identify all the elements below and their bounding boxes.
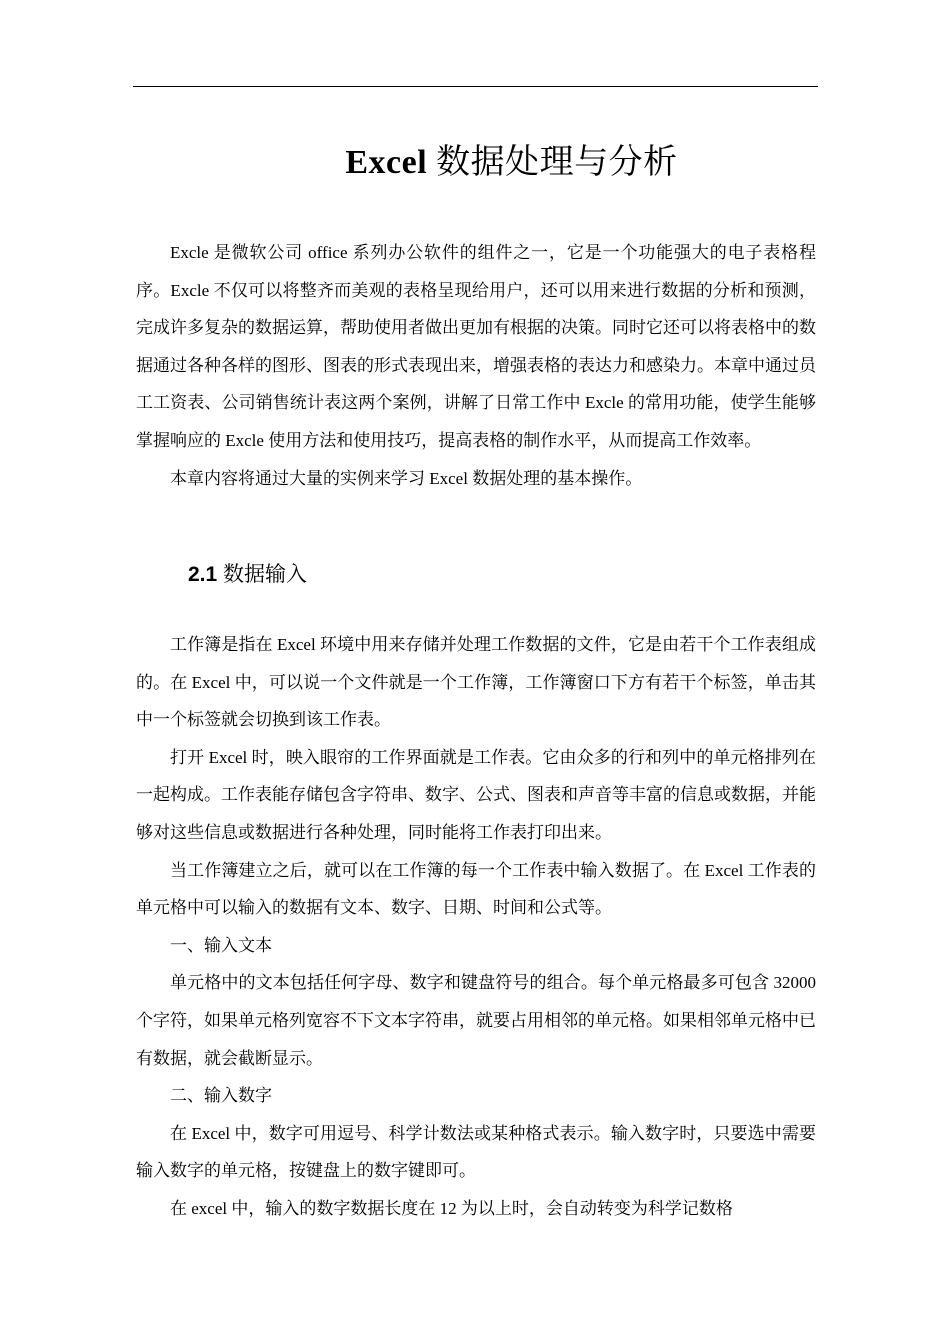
section-paragraph: 工作簿是指在 Excel 环境中用来存储并处理工作数据的文件，它是由若干个工作表组成的。在 Excel 中，可以说一个文件就是一个工作簿，工作簿窗口下方有若干个标签，单击其中一个标签就会切换到该工作表。 xyxy=(136,635,816,730)
section-paragraph: 在 Excel 中，数字可用逗号、科学计数法或某种格式表示。输入数字时，只要选中需要输入数字的单元格，按键盘上的数字键即可。 xyxy=(136,1123,816,1181)
document-title xyxy=(133,138,818,188)
header-rule xyxy=(133,86,818,87)
intro-paragraph: Excle 是微软公司 office 系列办公软件的组件之一，它是一个功能强大的电子表格程序。Excle 不仅可以将整齐而美观的表格呈现给用户，还可以用来进行数据的分析和预测，完成许多复杂的数据运算，帮助使用者做出更加有根据的决策。同时它还可以将表格中的数据通过各种各样的图形、图表的形式表现出来，增强表格的表达力和感染力。本章中通过员工工资表、公司销售统计表这两个案例，讲解了日常工作中 Excle 的常用功能，使学生能够掌握响应的 Excle 使用方法和使用技巧，提高表格的制作水平，从而提高工作效率。 xyxy=(136,243,816,450)
subsection-label: 二、输入数字 xyxy=(170,1086,272,1106)
title-chinese: 数据处理与分析 xyxy=(427,144,678,181)
subsection-label: 一、输入文本 xyxy=(170,935,272,955)
intro-block xyxy=(136,234,816,497)
intro-paragraph: 本章内容将通过大量的实例来学习 Excel 数据处理的基本操作。 xyxy=(170,468,643,488)
section-paragraph: 当工作簿建立之后，就可以在工作簿的每一个工作表中输入数据了。在 Excel 工作表的单元格中可以输入的数据有文本、数字、日期、时间和公式等。 xyxy=(136,860,816,918)
title-latin: Excel xyxy=(345,144,428,181)
section-body xyxy=(136,626,816,1228)
section-paragraph: 在 excel 中，输入的数字数据长度在 12 为以上时，会自动转变为科学记数格 xyxy=(170,1198,733,1218)
section-paragraph: 打开 Excel 时，映入眼帘的工作界面就是工作表。它由众多的行和列中的单元格排列在一起构成。工作表能存储包含字符串、数字、公式、图表和声音等丰富的信息或数据，并能够对这些信息或数据进行各种处理，同时能将工作表打印出来。 xyxy=(136,747,816,842)
section-title: 数据输入 xyxy=(217,563,308,586)
section-heading xyxy=(188,557,307,593)
section-number: 2.1 xyxy=(188,563,218,586)
section-paragraph: 单元格中的文本包括任何字母、数字和键盘符号的组合。每个单元格最多可包含 32000 个字符，如果单元格列宽容不下文本字符串，就要占用相邻的单元格。如果相邻单元格中已有数据，就会截断显示。 xyxy=(136,973,816,1068)
